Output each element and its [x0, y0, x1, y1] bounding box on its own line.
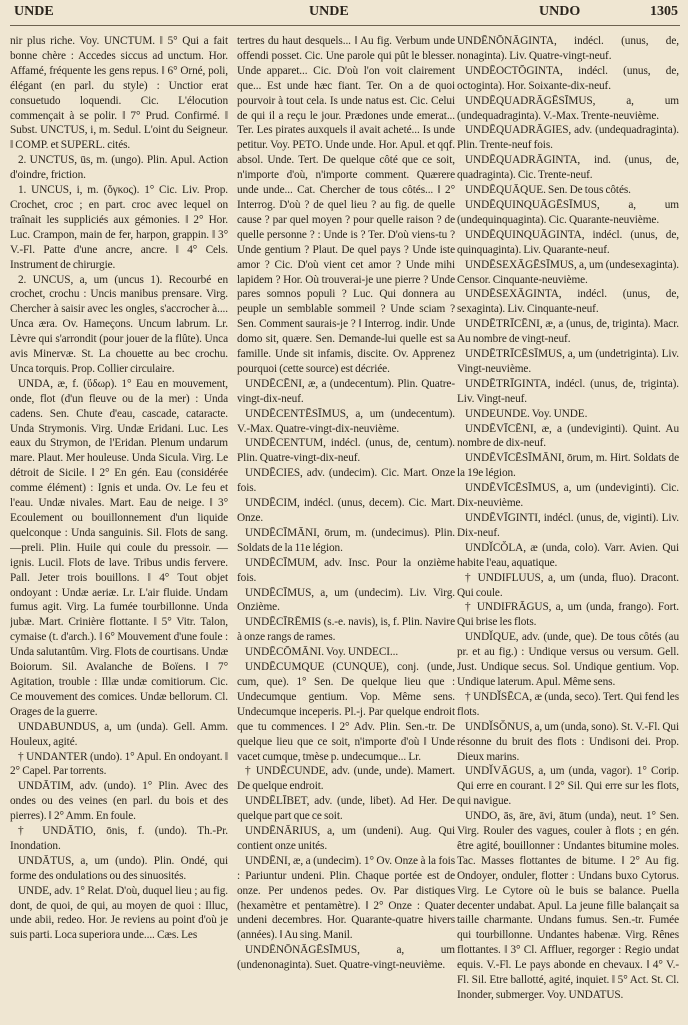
dictionary-entry: UNDĀTUS, a, um (undo). Plin. Ondé, qui forme des ondulations ou des sinuosités. [10, 854, 228, 882]
dictionary-entry: UNDĒQUINQUĀGINTA, indécl. (unus, de, quinquaginta). Liv. Quarante-neuf. [457, 228, 679, 256]
dictionary-entry: † UNDĀTIO, ōnis, f. (undo). Th.-Pr. Inondation. [10, 825, 228, 852]
dictionary-entry: UNDA, æ, f. (ὕδωρ). 1° Eau en mouvement, onde, flot (d'un fleuve ou de la mer) : Unda cadens. Sen. Chute d'eau, cascade, cataracte. Unda Strymonis. Virg. Undæ Eridani. Luc. Les eaux du Strymon, de l'Eridan. Plenum undarum mare. Plaut. Mer houleuse. Unda Sicula. Virg. Le détroit de Sicile. ‖ 2° En gén. Eau (considérée comme élément) : Ignis et unda. Ov. Le feu et l'eau. Undæ nivales. Mart. Eau de neige. ‖ 3° Ecoulement ou bouillonnement d'un liquide quelconque : Unda sanguinis. Sil. Flots de sang. —preli. Plin. Huile qui coule du pressoir. — ignis. Lucil. Flots de lave. Tribus undis fervere. Pall. Jeter trois bouillons. ‖ 4° Tout objet ondoyant : Undæ aeriæ. Lr. L'air fluide. Undam fumus agit. Virg. La fumée tourbillonne. Unda jubæ. Mart. Crinière flottante. ‖ 5° Vitr. Talon, cymaise (t. d'arch.). ‖ 6° Mouvement d'une foule : Unda salutantûm. Virg. Flots de courtisans. Undæ Boiorum. Sil. Avalanche de Boïens. ‖ 7° Agitation, trouble : Illæ undæ comitiorum. Cic. Ce mouvement des comices. Undæ bellorum. Cl. Orages de la guerre. [10, 377, 228, 718]
dictionary-entry: UNDĒNŌNĀGĒSĪMUS, a, um (undenonaginta). Suet. Quatre-vingt-neuvième. [237, 944, 455, 972]
dictionary-entry: UNDĒSEXĀGINTA, indécl. (unus, de, sexaginta). Liv. Cinquante-neuf. [457, 288, 679, 316]
dictionary-entry: UNDĒCĒNI, æ, a (undecentum). Plin. Quatre-vingt-dix-neuf. [237, 377, 455, 405]
header-rule [10, 25, 680, 26]
dictionary-entry: UNDĬVĀGUS, a, um (unda, vagor). 1° Corip. Qui erre en courant. ‖ 2° Sil. Qui erre sur les flots, qui navigue. [457, 765, 679, 808]
dictionary-entry: UNDĒNŌNĀGINTA, indécl. (unus, de, nonaginta). Liv. Quatre-vingt-neuf. [457, 35, 679, 62]
dictionary-entry: UNDĒQUADRĀGIES, adv. (undequadraginta). Plin. Trente-neuf fois. [457, 124, 679, 152]
column-right [457, 34, 679, 1020]
header-left-word: UNDE [14, 4, 54, 19]
column-left [10, 34, 228, 1020]
dictionary-entry: † UNDĒCUNDE, adv. (unde, unde). Mamert. De quelque endroit. [237, 765, 455, 793]
dictionary-entry: UNDĒOCTŌGINTA, indécl. (unus, de, octoginta). Hor. Soixante-dix-neuf. [457, 64, 679, 92]
dictionary-entry: UNDĒVĪCĒNI, æ, a (undeviginti). Quint. Au nombre de dix-neuf. [457, 422, 679, 450]
dictionary-entry: UNDĒVĪGINTI, indécl. (unus, de, viginti). Liv. Dix-neuf. [457, 512, 679, 539]
dictionary-entry: 2. UNCTUS, ūs, m. (ungo). Plin. Apul. Action d'oindre, friction. [10, 154, 228, 182]
dictionary-entry: UNDĒTRĪCĒSĪMUS, a, um (undetriginta). Liv. Vingt-neuvième. [457, 348, 679, 375]
header-center-word: UNDE [309, 4, 349, 19]
dictionary-entry: † UNDIFRĀGUS, a, um (unda, frango). Fort. Qui brise les flots. [457, 601, 679, 629]
dictionary-entry: UNDĒSEXĀGĒSĪMUS, a, um (undesexaginta). Censor. Cinquante-neuvième. [457, 258, 679, 286]
dictionary-entry: UNDĒCIES, adv. (undecim). Cic. Mart. Onze fois. [237, 467, 455, 495]
running-header [14, 4, 678, 26]
page-number: 1305 [650, 4, 678, 19]
dictionary-entry: nir plus riche. Voy. UNCTUM. ‖ 5° Qui a fait bonne chère : Accedes siccus ad unctum. Hor. Affamé, fréquente les gens repus. ‖ 6° Orné, poli, élégant (en parl. du style) : Unctior erat consuetudo loquendi. Cic. L'élocution commençait à se polir. ‖ 7° Prud. Confirmé. ‖ Subst. UNCTUS, i, m. Sedul. L'oint du Seigneur. ‖ COMP. et SUPERL. cités. [10, 35, 228, 152]
dictionary-entry: UNDĒVĪCĒSĪMĀNI, ōrum, m. Hirt. Soldats de la 19e légion. [457, 452, 679, 480]
dictionary-entry: UNDĒCENTUM, indécl. (unus, de, centum). Plin. Quatre-vingt-dix-neuf. [237, 437, 455, 465]
dictionary-entry: UNDĀTIM, adv. (undo). 1° Plin. Avec des ondes ou des veines (en parl. du bois et des pierres). ‖ 2° Amm. En foule. [10, 780, 228, 823]
dictionary-entry: UNDABUNDUS, a, um (unda). Gell. Amm. Houleux, agité. [10, 720, 228, 748]
dictionary-entry: UNDĒQUADRĀGINTA, ind. (unus, de, quadraginta). Cic. Trente-neuf. [457, 154, 679, 182]
dictionary-entry: † UNDĬSĒCA, æ (unda, seco). Tert. Qui fend les flots. [457, 690, 679, 718]
dictionary-entry: 2. UNCUS, a, um (uncus 1). Recourbé en crochet, crochu : Uncis manibus prensare. Virg. Chercher à saisir avec les ongles, s'accrocher à.... Unca æra. Ov. Hameçons. Uncum labrum. Lr. Lèvre qui s'arrondit (pour jouer de la flûte). Unca avis Minervæ. St. La chouette au bec crochu. Unca torquis. Prop. Collier circulaire. [10, 273, 228, 375]
dictionary-entry: † UNDANTER (undo). 1° Apul. En ondoyant. ‖ 2° Capel. Par torrents. [10, 750, 228, 778]
dictionary-entry: UNDĒCENTĒSĪMUS, a, um (undecentum). V.-Max. Quatre-vingt-dix-neuvième. [237, 407, 455, 435]
dictionary-entry: UNDĒCUMQUE (CUNQUE), conj. (unde, cum, que). 1° Sen. De quelque lieu que : Undecumque gentium. Vop. Même sens. Undecumque inceperis. Pl.-j. Par quelque endroit que tu commences. ‖ 2° Adv. Plin. Sen.-tr. De quelque lieu que ce soit, n'importe d'où ‖ Unde vacet cumque, tmèse p. undecumque... Lr. [237, 661, 455, 763]
dictionary-entry: UNDĒNI, æ, a (undecim). 1° Ov. Onze à la fois : Pariuntur undeni. Plin. Chaque portée est de onze. Per undenos pedes. Ov. Par distiques (hexamètre et pentamètre). ‖ 2° Onze : Quater undeni decembres. Hor. Quarante-quatre hivers (années). ‖ Au sing. Manil. [237, 854, 455, 942]
dictionary-entry: UNDO, ās, āre, āvi, ātum (unda), neut. 1° Sen. Virg. Rouler des vagues, couler à flots ; en gén. être agité, bouillonner : Undantes bitumine moles. Tac. Masses flottantes de bitume. ‖ 2° Au fig. Ondoyer, onduler, flotter : Undans buxo Cytorus. Virg. Le Cytore où le buis se balance. Puella decenter undabat. Apul. La jeune fille balançait sa taille charmante. Undans fumus. Sen.-tr. Fumée qui tourbillonne. Undantes habenæ. Virg. Rênes flottantes. ‖ 3° Cl. Affluer, regorger : Regio undat equis. V.-Fl. Le pays abonde en chevaux. ‖ 4° V.-Fl. Sil. Etre ballotté, agité, inquiet. ‖ 5° Act. St. Cl. Inonder, submerger. Voy. UNDATUS. [457, 810, 679, 1001]
dictionary-entry: UNDĒCĪMĀNI, ōrum, m. (undecimus). Plin. Soldats de la 11e légion. [237, 526, 455, 554]
dictionary-entry: UNDĬCŎLA, æ (unda, colo). Varr. Avien. Qui habite l'eau, aquatique. [457, 541, 679, 569]
dictionary-entry: UNDĬSŎNUS, a, um (unda, sono). St. V.-Fl. Qui résonne du bruit des flots : Undisoni dei. Prop. Dieux marins. [457, 720, 679, 763]
dictionary-entry: 1. UNCUS, i, m. (ὄγκος). 1° Cic. Liv. Prop. Crochet, croc ; en part. croc avec lequel on traînait les suppliciés aux gémonies. ‖ 2° Hor. Luc. Crampon, main de fer, harpon, grappin. ‖ 3° V.-Fl. Patte d'une ancre, ancre. ‖ 4° Cels. Instrument de chirurgie. [10, 184, 228, 271]
header-right-word: UNDO [539, 4, 581, 19]
dictionary-entry: tertres du haut desquels... ‖ Au fig. Verbum unde offendi posset. Cic. Une parole qui pût le blesser. Unde apparet... Cic. D'où l'on voit clairement que... Est unde hæc fiant. Ter. On a de quoi pourvoir à tout cela. Is unde natus est. Cic. Celui de qui il a reçu le jour. Prædones unde emerat... Ter. Les pirates auxquels il avait acheté... Is unde petitur. Voy. PETO. Unde unde. Hor. Apul. et qqf. absol. Unde. Tert. De quelque côté que ce soit, n'importe d'où, n'importe comment. Quærere unde unde... Cat. Chercher de tous côtés... ‖ 2° Interrog. D'où ? de quel lieu ? au fig. de quelle cause ? par quel moyen ? pour quelle raison ? de quelle personne ? : Unde is ? Ter. D'où viens-tu ? Unde gentium ? Plaut. De quel pays ? Unde iste amor ? Cic. D'où vient cet amor ? Unde mihi lapidem ? Hor. Où trouverai-je une pierre ? Unde pares somnos populi ? Luc. Qui donnera au peuple un semblable sommeil ? Unde sciam ? Sen. Comment saurais-je ? ‖ Interrog. indir. Unde domo sit, quære. Sen. Demande-lui quelle est sa famille. Unde sit infamis, discite. Ov. Apprenez pourquoi (cette source) est décriée. [237, 35, 455, 375]
dictionary-entry: UNDĒQUINQUĀGĒSĪMUS, a, um (undequinquaginta). Cic. Quarante-neuvième. [457, 198, 679, 226]
column-middle [237, 34, 455, 1020]
dictionary-entry: UNDĒCĪMUS, a, um (undecim). Liv. Virg. Onzième. [237, 586, 455, 614]
dictionary-entry: UNDĬQUE, adv. (unde, que). De tous côtés (au pr. et au fig.) : Undique versus ou versum. Gell. Just. Undique secus. Sol. Undique gentium. Vop. Undique laterum. Apul. Même sens. [457, 631, 679, 688]
dictionary-entry: UNDĒCĪRĒMIS (s.-e. navis), is, f. Plin. Navire à onze rangs de rames. [237, 616, 455, 644]
dictionary-entry: UNDĒVĪCĒSĪMUS, a, um (undeviginti). Cic. Dix-neuvième. [457, 482, 679, 510]
dictionary-entry: UNDE, adv. 1° Relat. D'où, duquel lieu ; au fig. dont, de quoi, de qui, au moyen de quoi : Illuc, unde abii, redeo. Hor. Je reviens au point d'où je suis parti. Loca superiora unde.... Cæs. Les [10, 884, 228, 942]
dictionary-entry: UNDĒCŌMĀNI. Voy. UNDECI... [245, 646, 399, 659]
dictionary-entry: UNDĒQUĀQUE. Sen. De tous côtés. [465, 184, 631, 197]
dictionary-entry: UNDĒTRĪGINTA, indécl. (unus, de, triginta). Liv. Vingt-neuf. [457, 377, 679, 405]
dictionary-entry: UNDĒCIM, indécl. (unus, decem). Cic. Mart. Onze. [237, 497, 455, 524]
dictionary-entry: UNDĒLĪBET, adv. (unde, libet). Ad Her. De quelque part que ce soit. [237, 795, 455, 823]
dictionary-entry: UNDĒTRĪCĒNI, æ, a (unus, de, triginta). Macr. Au nombre de vingt-neuf. [457, 318, 679, 346]
dictionary-entry: UNDĒCĪMUM, adv. Insc. Pour la onzième fois. [237, 556, 455, 584]
dictionary-entry: UNDĒQUADRĀGĒSĪMUS, a, um (undequadraginta). V.-Max. Trente-neuvième. [457, 94, 679, 122]
dictionary-entry: UNDĒNĀRIUS, a, um (undeni). Aug. Qui contient onze unités. [237, 825, 455, 852]
dictionary-entry: † UNDIFLUUS, a, um (unda, fluo). Dracont. Qui coule. [457, 571, 679, 599]
dictionary-entry: UNDEUNDE. Voy. UNDE. [465, 407, 588, 420]
